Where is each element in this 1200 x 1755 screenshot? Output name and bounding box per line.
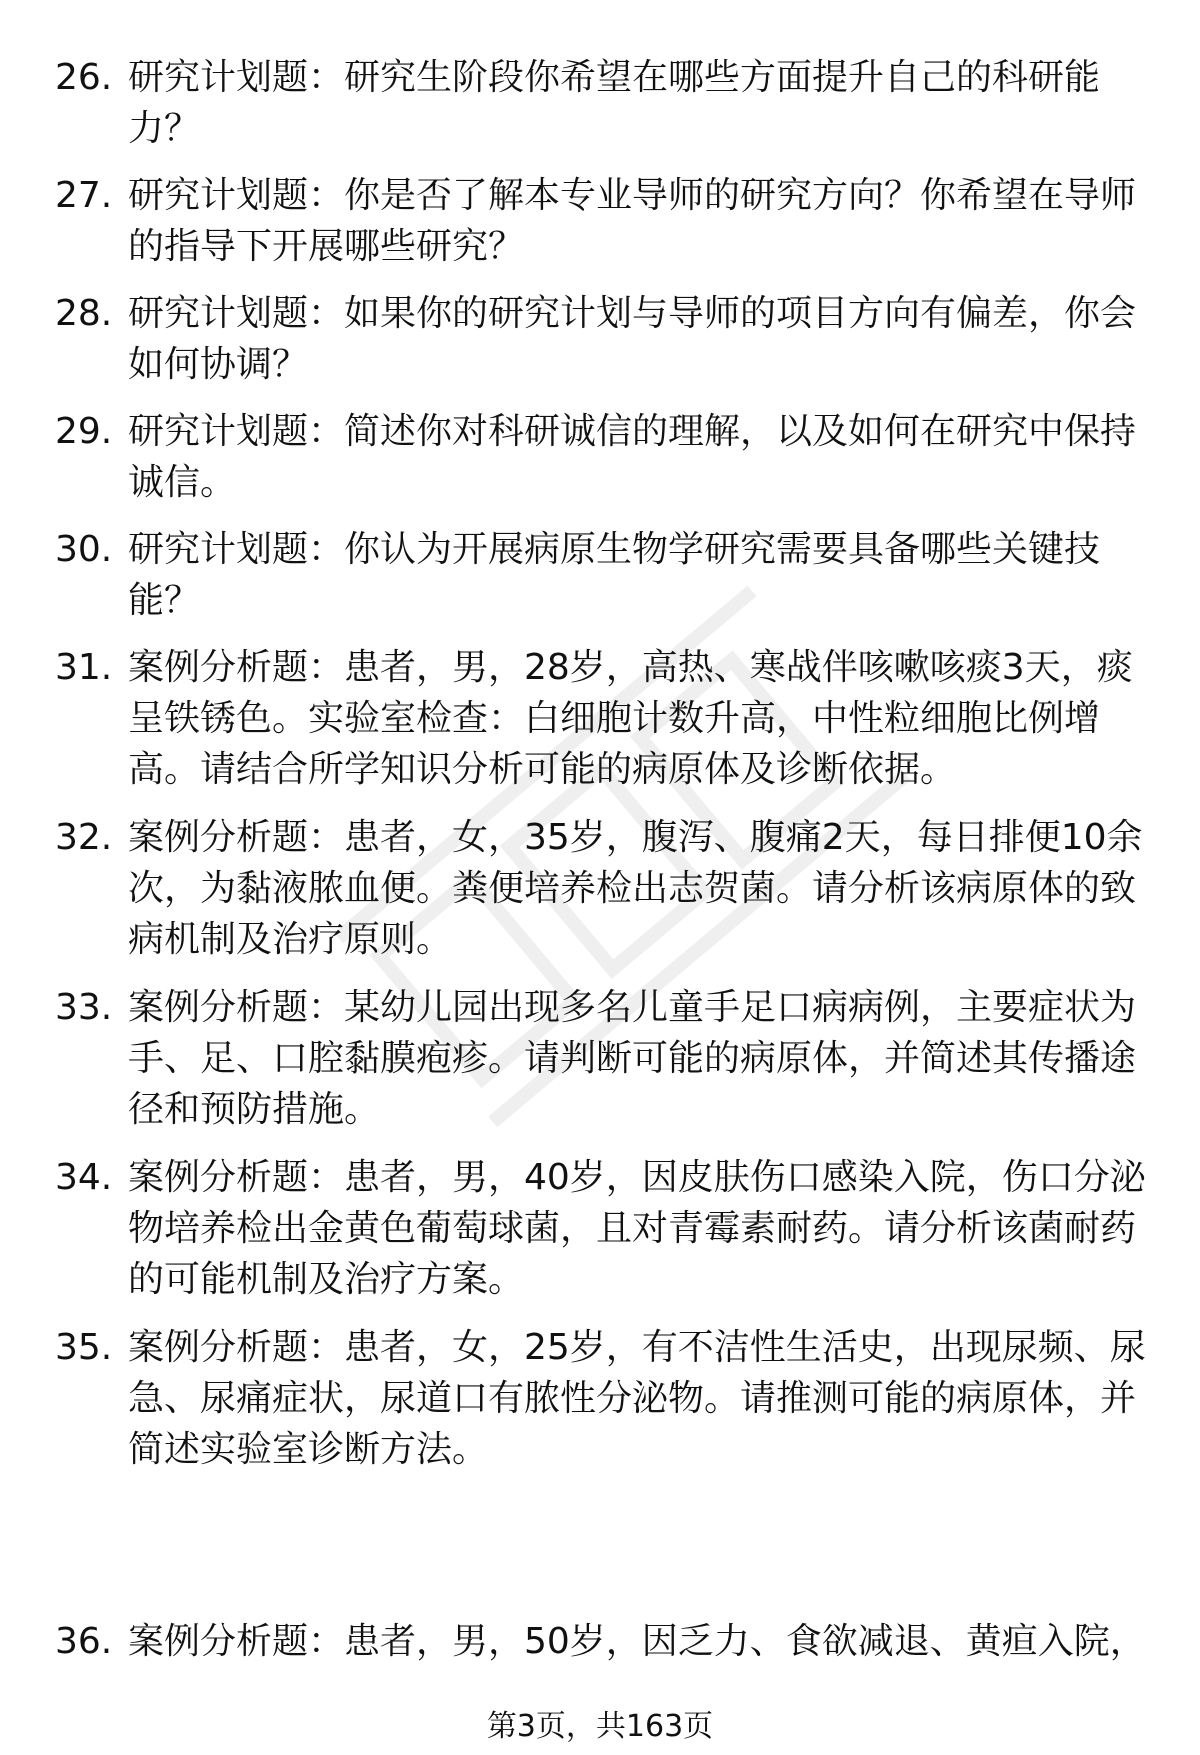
- question-text: 案例分析题：患者，男，40岁，因皮肤伤口感染入院，伤口分泌物培养检出金黄色葡萄球菌，且对青霉素耐药。请分析该菌耐药的可能机制及治疗方案。: [128, 1157, 1146, 1300]
- question-number: 33.: [55, 987, 113, 1028]
- question-number: 31.: [55, 647, 113, 688]
- question-text: 案例分析题：患者，男，50岁，因乏力、食欲减退、黄疸入院，: [128, 1621, 1146, 1662]
- question-text: 研究计划题：如果你的研究计划与导师的项目方向有偏差，你会如何协调？: [128, 293, 1137, 385]
- question-number: 36.: [55, 1621, 113, 1662]
- question-number: 28.: [55, 293, 113, 334]
- question-text: 研究计划题：简述你对科研诚信的理解，以及如何在研究中保持诚信。: [128, 411, 1137, 503]
- question-number: 26.: [55, 57, 113, 98]
- question-text: 研究计划题：你是否了解本专业导师的研究方向？你希望在导师的指导下开展哪些研究？: [128, 175, 1137, 267]
- question-text: 研究计划题：你认为开展病原生物学研究需要具备哪些关键技能？: [128, 529, 1101, 621]
- question-number: 27.: [55, 175, 113, 216]
- question-text: 案例分析题：患者，女，25岁，有不洁性生活史，出现尿频、尿急、尿痛症状，尿道口有脓性分泌物。请推测可能的病原体，并简述实验室诊断方法。: [128, 1327, 1146, 1470]
- question-text: 案例分析题：患者，男，28岁，高热、寒战伴咳嗽咳痰3天，痰呈铁锈色。实验室检查：白细胞计数升高，中性粒细胞比例增高。请结合所学知识分析可能的病原体及诊断依据。: [128, 647, 1133, 790]
- question-number: 35.: [55, 1327, 113, 1368]
- page-footer: 第3页，共163页: [486, 1709, 714, 1744]
- question-text: 研究计划题：研究生阶段你希望在哪些方面提升自己的科研能力？: [128, 57, 1101, 149]
- question-text: 案例分析题：某幼儿园出现多名儿童手足口病病例，主要症状为手、足、口腔黏膜疱疹。请判断可能的病原体，并简述其传播途径和预防措施。: [128, 987, 1137, 1130]
- question-number: 29.: [55, 411, 113, 452]
- question-number: 34.: [55, 1157, 113, 1198]
- question-text: 案例分析题：患者，女，35岁，腹泻、腹痛2天，每日排便10余次，为黏液脓血便。粪便培养检出志贺菌。请分析该病原体的致病机制及治疗原则。: [128, 817, 1143, 960]
- question-number: 32.: [55, 817, 113, 858]
- question-number: 30.: [55, 529, 113, 570]
